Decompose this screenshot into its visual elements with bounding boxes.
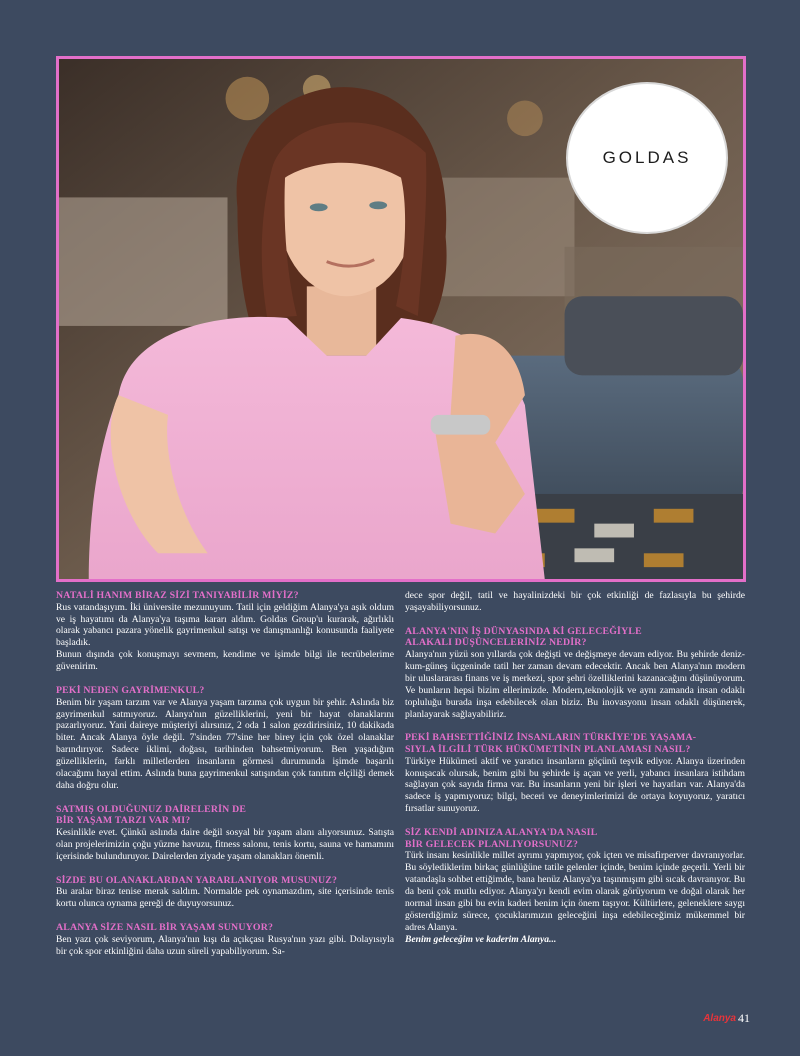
answer-paragraph: Türkiye Hükümeti aktif ve yaratıcı insanların göçünü teşvik ediyor. Alanya üzerinden konuşacak olursak, benim gibi bu şehirde iş açan ve yerli, yabancı insanlara istihdam sağlayan çok sayıda firma var. Bu insanların yeni bir işleri ve hayatları var. Alanya'da sadece iş yapmıyoruz; bilgi, beceri ve deneyimlerimizi de ortaya koyuyoruz, yaratıcı fırsatlar sunuyoruz. — [405, 755, 745, 815]
question-heading: ALANYA'NIN İŞ DÜNYASINDA Kİ GELECEĞİYLE — [405, 625, 642, 637]
answer-paragraph: Benim bir yaşam tarzım var ve Alanya yaşam tarzıma çok uygun bir şehir. Aslında biz gayrimenkul satmıyoruz. Alanya'nın güzelliklerini, yeni bir hayat olanaklarını pazarlıyoruz. Yani daireye müşteriyi alırsınız, 2 oda 1 salon gezdirirsiniz, 10 dakikada biter. Ancak Alanya öyle değil. 7'sinden 77'sine her birey için çok özel olanaklar barındırıyor. Sadece iklimi, doğası, tarihinden bahsetmiyorum. Ben yaşadığım güzelliklerin, farklı milletlerden insanların görmesi durumunda işimde başarılı olacağımı hayal ettim. Aslında buna gayrimenkul satışından çok tanıtım elçiliği demek daha doğru olur. — [56, 696, 394, 791]
logo-text: GOLDAS — [602, 148, 692, 167]
article-right-column — [405, 590, 745, 946]
answer-paragraph: Rus vatandaşıyım. İki üniversite mezunuyum. Tatil için geldiğim Alanya'ya aşık oldum ve iş hayatımı da Alanya'ya taşıma kararı aldım. Goldas Group'u kurarak, ağırlıklı olarak yabancı pazara yönelik gayrimenkul satışı ve danışmanlığı konusunda faaliyete başladık. — [56, 601, 394, 649]
answer-paragraph: Bu aralar biraz tenise merak saldım. Normalde pek oynamazdım, site içerisinde tenis kortu olunca oynama gereği de duyuyorsunuz. — [56, 886, 394, 910]
question-heading: BİR YAŞAM TARZI VAR MI? — [56, 815, 191, 827]
question-heading: BİR GELECEK PLANLIYORSUNUZ? — [405, 838, 579, 850]
answer-paragraph: Ben yazı çok seviyorum, Alanya'nın kışı da açıkçası Rusya'nın yazı gibi. Dolayısıyla bir çok spor etkinliğini daha uzun süreli yapabiliyorum. Sa- — [56, 933, 394, 957]
question-heading: PEKİ BAHSETTİĞİNİZ İNSANLARIN TÜRKİYE'DE YAŞAMA- — [405, 732, 697, 744]
question-heading: SATMIŞ OLDUĞUNUZ DAİRELERİN DE — [56, 803, 247, 815]
magazine-logo: Alanya — [703, 1012, 736, 1024]
question-heading: PEKİ NEDEN GAYRİMENKUL? — [56, 685, 205, 697]
answer-paragraph: Türk insanı kesinlikle millet ayrımı yapmıyor, çok içten ve misafirperver davranıyorlar. Bu söylediklerim birkaç günlüğüne tatile gelenler içinde, benim içinde geçerli. Yerli bir vatandaşla sohbet ettiğimde, bana henüz Alanya'ya taşınmışım gibi sıcak davranıyor. Bu da beni çok mutlu ediyor. Alanya'yı kendi evim olarak görüyorum ve doğal olarak her normal insan gibi bu evin kaderi benim için önem taşıyor. Kültürlere, geleneklere saygı gösterdiğimiz sürece, çocuklarımızın geleceğini inşa edebileceğimiz mükemmel bir adres Alanya. — [405, 850, 745, 933]
answer-paragraph: Alanya'nın yüzü son yıllarda çok değişti ve değişmeye devam ediyor. Bu şehirde deniz-kum-güneş üçgeninde tatil her zaman devam edecektir. Ancak ben Alanya'nın modern bir uluslararası finans ve iş merkezi, spor şehri özelliklerini kazanacağını düşünüyorum. Ve bunların hepsi bizim ellerimizde. Modern,teknolojik ve aynı zamanda insan odaklı topluluğu burada inşa edebilecek olan biziz. Bu inovasyonu insan odaklı düşünerek, planlayarak sağlayabiliriz. — [405, 649, 745, 720]
question-heading: ALANYA SİZE NASIL BİR YAŞAM SUNUYOR? — [56, 922, 274, 934]
page-folio — [694, 1009, 750, 1027]
article-left-column — [56, 590, 394, 958]
answer-paragraph: dece spor değil, tatil ve hayalinizdeki bir çok etkinliği de fazlasıyla bu şehirde yaşayabiliyorsunuz. — [405, 590, 745, 613]
closing-line: Benim geleceğim ve kaderim Alanya... — [405, 933, 557, 945]
goldas-logo-badge — [566, 82, 728, 234]
answer-paragraph: Bunun dışında çok konuşmayı sevmem, kendime ve işimde bilgi ile tecrübelerime güvenirim. — [56, 649, 394, 673]
page-number: 41 — [738, 1010, 750, 1025]
answer-paragraph: Kesinlikle evet. Çünkü aslında daire değil sosyal bir yaşam alanı alıyorsunuz. Satışta olan projelerimizin çoğu yüzme havuzu, fitness salonu, tenis kortu, sauna ve hamamını içerisinde bulunduruyor. Dairelerden ziyade yaşam olanakları önemli. — [56, 827, 394, 862]
question-heading: NATALİ HANIM BİRAZ SİZİ TANIYABİLİR MİYİZ? — [56, 590, 299, 601]
question-heading: SİZDE BU OLANAKLARDAN YARARLANIYOR MUSUNUZ? — [56, 874, 338, 886]
question-heading: SIYLA İLGİLİ TÜRK HÜKÜMETİNİN PLANLAMASI NASIL? — [405, 744, 691, 756]
question-heading: ALAKALI DÜŞÜNCELERİNİZ NEDİR? — [405, 637, 587, 649]
question-heading: SİZ KENDİ ADINIZA ALANYA'DA NASIL — [405, 827, 598, 839]
